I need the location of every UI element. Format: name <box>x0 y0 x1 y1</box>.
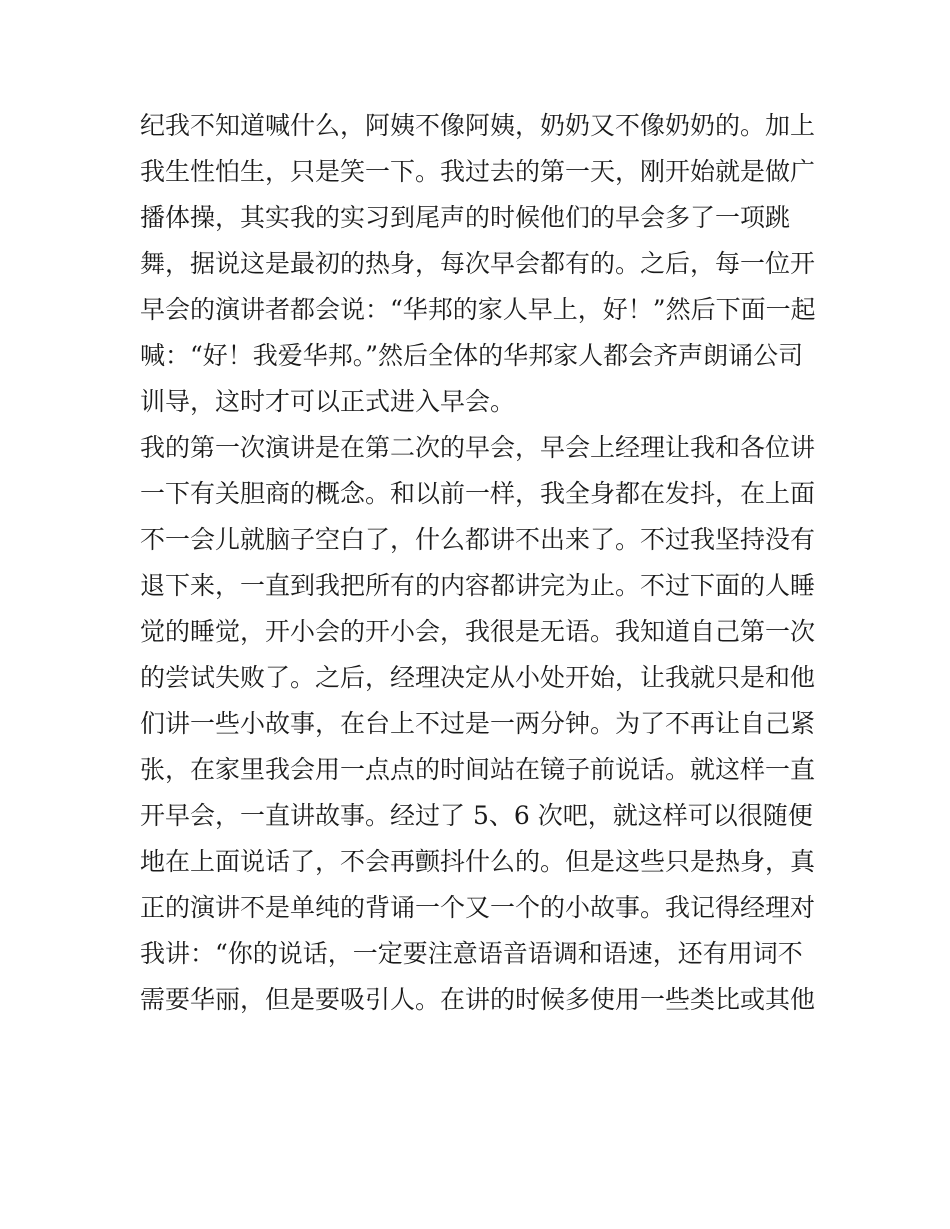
text-line-5: 早会的演讲者都会说：“华邦的家人早上，好！”然后下面一起 <box>140 295 816 324</box>
text-line-3: 播体操，其实我的实习到尾声的时候他们的早会多了一项跳 <box>140 203 791 232</box>
text-line-17: 地在上面说话了，不会再颤抖什么的。但是这些只是热身，真 <box>140 847 816 876</box>
text-line-7: 训导，这时才可以正式进入早会。 <box>140 387 516 416</box>
text-line-19: 我讲：“你的说话，一定要注意语音语调和语速，还有用词不 <box>140 939 803 968</box>
text-line-13: 的尝试失败了。之后，经理决定从小处开始，让我就只是和他 <box>140 663 816 692</box>
text-line-20: 需要华丽，但是要吸引人。在讲的时候多使用一些类比或其他 <box>140 985 816 1014</box>
text-line-1: 纪我不知道喊什么，阿姨不像阿姨，奶奶又不像奶奶的。加上 <box>140 111 816 140</box>
text-line-8: 我的第一次演讲是在第二次的早会，早会上经理让我和各位讲 <box>140 433 816 462</box>
body-text <box>140 103 820 1023</box>
text-line-18: 正的演讲不是单纯的背诵一个又一个的小故事。我记得经理对 <box>140 893 816 922</box>
text-line-9: 一下有关胆商的概念。和以前一样，我全身都在发抖，在上面 <box>140 479 816 508</box>
text-line-6: 喊：“好！我爱华邦。”然后全体的华邦家人都会齐声朗诵公司 <box>140 341 804 370</box>
text-line-15: 张，在家里我会用一点点的时间站在镜子前说话。就这样一直 <box>140 755 816 784</box>
text-line-2: 我生性怕生，只是笑一下。我过去的第一天，刚开始就是做广 <box>140 157 816 186</box>
text-line-12: 觉的睡觉，开小会的开小会，我很是无语。我知道自己第一次 <box>140 617 816 646</box>
text-line-11: 退下来，一直到我把所有的内容都讲完为止。不过下面的人睡 <box>140 571 816 600</box>
text-line-10: 不一会儿就脑子空白了，什么都讲不出来了。不过我坚持没有 <box>140 525 816 554</box>
text-line-4: 舞，据说这是最初的热身，每次早会都有的。之后，每一位开 <box>140 249 816 278</box>
text-line-14: 们讲一些小故事，在台上不过是一两分钟。为了不再让自己紧 <box>140 709 816 738</box>
text-line-16: 开早会，一直讲故事。经过了 5、6 次吧，就这样可以很随便 <box>140 801 813 830</box>
